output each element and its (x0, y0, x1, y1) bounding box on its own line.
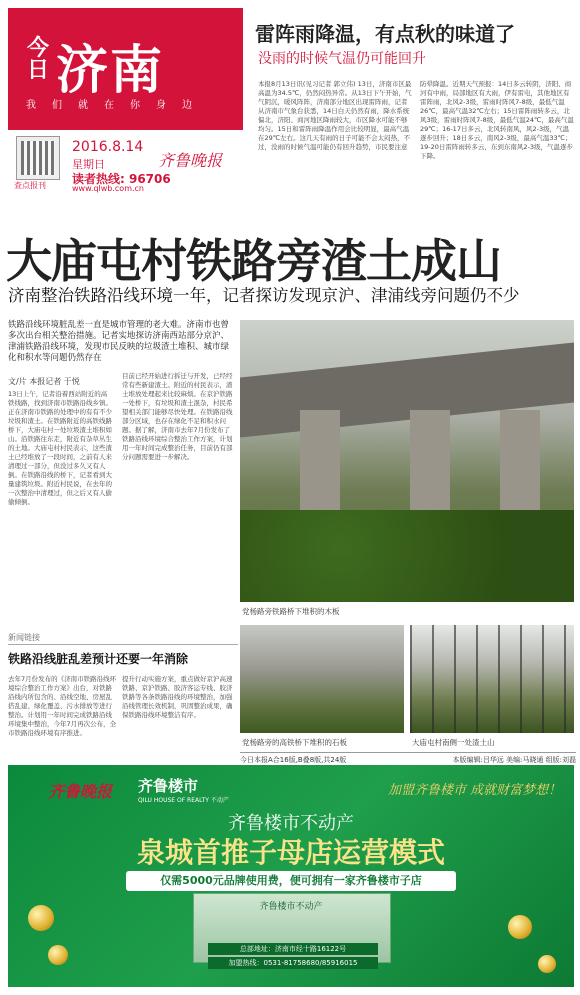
ad-hotline: 加盟热线：0531-81758680/85916015 (208, 957, 378, 969)
main-subhead: 济南整治铁路沿线环境一年，记者探访发现京沪、津浦线旁问题仍不少 (8, 286, 520, 305)
issue-date: 2016.8.14 (72, 139, 144, 155)
top-story-subhead: 没雨的时候气温仍可能回升 (258, 51, 426, 67)
photo-bridge-pier (410, 410, 450, 520)
top-story-column-2: 防晕降温。近期天气预报：14日多云转阴，济阳、商河有中雨，局部地区有大雨，伊有雷电，其他地区有雷阵雨，北风2-3级，雷雨时阵风7-8级，最低气温26℃，最高气温32℃左右；15日雷阵雨转多云，北风3级，雷雨时阵风7-8级，最低气温24℃，最高气温29℃；16-17日多云，北风转南风，风2-3级，气温逐步回升；18日多云，南风2-3级，最高气温33℃；19-20日雷阵雨转多云，东到东南风2-3级，气温逐步下降。 (420, 80, 574, 160)
photo-2-caption: 党杨路旁的高铁桥下堆积的石板 (242, 738, 347, 747)
main-headline: 大庙屯村铁路旁渣土成山 (6, 234, 501, 288)
editor-credits: 本版编辑:吕华远 美编:马晓通 组版:刘磊 (452, 756, 576, 764)
page-footer-info (240, 752, 576, 765)
qr-code-icon (16, 136, 60, 180)
main-body-column-2: 目前已经开始进行拆迁与开发，已经经常有些新建渣土。附近的村民表示，渣土堆放处理起来比较麻烦。在京沪铁路一处桥下，有垃圾和渣土混杂，村民希望相关部门能够尽快处理。在铁路沿线部分区域，也存在绿化不足和积水问题。据了解，济南市去年7月份发布了铁路沿线环境综合整治工作方案，计划用一年时间完成整治任务，目前仍有部分问题需要进一步解决。 (122, 372, 233, 461)
top-story-headline: 雷阵雨降温，有点秋的味道了 (255, 22, 515, 46)
masthead-slogan: 我们就在你身边 (26, 100, 208, 111)
sidebar-column-2: 提升行动实施方案，重点做好京沪高速铁路、京沪铁路、胶济客运专线、胶济铁路等各条铁路沿线的环境整治，加强沿线管理长效机制，巩固整治成果，确保铁路沿线环境整洁有序。 (122, 675, 233, 719)
photo-dirt-mound (410, 625, 574, 733)
photo-fence (410, 625, 574, 733)
gold-coin-icon (48, 945, 68, 965)
photo-1-caption: 党杨路旁铁路桥下堆积的木板 (242, 607, 340, 616)
ad-slogan: 加盟齐鲁楼市 成就财富梦想！ (388, 783, 562, 798)
gold-coin-icon (28, 905, 54, 931)
ad-main-headline: 泉城首推子母店运营模式 (136, 836, 445, 869)
photo-stone-slabs (240, 625, 404, 733)
ad-logo-qilu-realty-sub: QILU HOUSE OF REALTY 不动产 (138, 797, 229, 804)
ad-logo-qilu-realty: 齐鲁楼市 (138, 777, 199, 795)
sidebar-headline: 铁路沿线脏乱差预计还要一年消除 (8, 652, 189, 666)
reader-hotline: 读者热线: 96706 (72, 172, 171, 186)
edition-info: 今日本报A合16版,B叠8版,共24版 (240, 756, 347, 764)
main-lead: 铁路沿线环境脏乱差一直是城市管理的老大难。济南市也曾多次出台相关整治措施。记者实地探访济南西站部分京沪、津浦铁路沿线环境，发现市民反映的垃圾渣土堆积、城市绿化和积水等问题仍然存在 (8, 320, 230, 363)
photo-railway-bridge (240, 320, 574, 602)
top-story-column-1: 本报8月13日讯(见习记者 郭立伟) 13日，济南市区最高温为34.5℃，仍然闷热异常。从13日下午开始，气气阴沉，暖风阵阵，济南部分地区出现雷阵雨，记者从济南市气象台获悉，14日白天仍然有雨，降水系统偏北，济阳、商河地区降雨较大，市区降水可能不够均匀。15日和雷阵雨降温作用会比较明显，最高气温在29℃左右。这几天有雨的日子可能不会太闷热，不过，没雨的时候气温可能仍有回升趋势，市民要注意 (258, 80, 412, 151)
photo-bridge-pier (500, 410, 540, 520)
gold-coin-icon (508, 915, 532, 939)
news-link-tag: 新闻链接 (8, 632, 238, 645)
sidebar-column-1: 去年7月份发布的《济南市铁路沿线环境综合整治工作方案》出台，对铁路沿线内所包含的、沿线空地、房屋乱搭乱建、绿化覆盖、污水排放等进行整治。计划用一年时间完成铁路沿线环境集中整治，今年7月再次公布，全市铁路沿线环境有序推进。 (8, 675, 117, 737)
masthead-title: 济南 (56, 41, 165, 101)
photo-vegetation (240, 510, 574, 602)
newspaper-brand-logo: 齐鲁晚报 (158, 151, 223, 170)
photo-bridge-pier (300, 410, 340, 520)
ad-title: 齐鲁楼市不动产 (228, 813, 354, 834)
ad-storefront-name: 齐鲁楼市不动产 (259, 902, 323, 912)
main-byline: 文/片 本报记者 于悦 (8, 377, 80, 386)
ad-offer-banner: 仅需5000元品牌使用费，便可拥有一家齐鲁楼市子店 (126, 871, 456, 891)
masthead-jin: 今日 (26, 36, 49, 83)
main-body-column-1: 13日上午，记者沿着西站附近的高铁线路，找到济南市铁路沿线乡镇。正在济南市铁路的处理中的有有不少垃圾和渣土。在铁路附近的高铁线路桥下，大庙屯村一处垃圾渣土堆积如山。沿铁路往东走，附近有杂草丛生的土地。大庙屯村村民表示，这些渣土已经堆放了一段时间，之前有人来清理过一部分，但没过多久又有人倒。在铁路沿线的桥下，记者看到大量建筑垃圾。附近村民说，在去年的一次整治中清理过，但之后又有人偷偷倾倒。 (8, 390, 112, 506)
gold-coin-icon (538, 955, 556, 973)
ad-address: 总部地址：济南市经十路16122号 (208, 943, 378, 955)
issue-weekday: 星期日 (72, 158, 105, 171)
photo-3-caption: 大庙屯村南侧一处渣土山 (412, 738, 495, 747)
advertisement[interactable] (8, 765, 574, 987)
qr-label: 查点报刊 (14, 181, 46, 190)
masthead (8, 8, 243, 193)
website-url: www.qlwb.com.cn (72, 184, 144, 193)
ad-logo-qilu-evening: 齐鲁晚报 (48, 782, 113, 801)
